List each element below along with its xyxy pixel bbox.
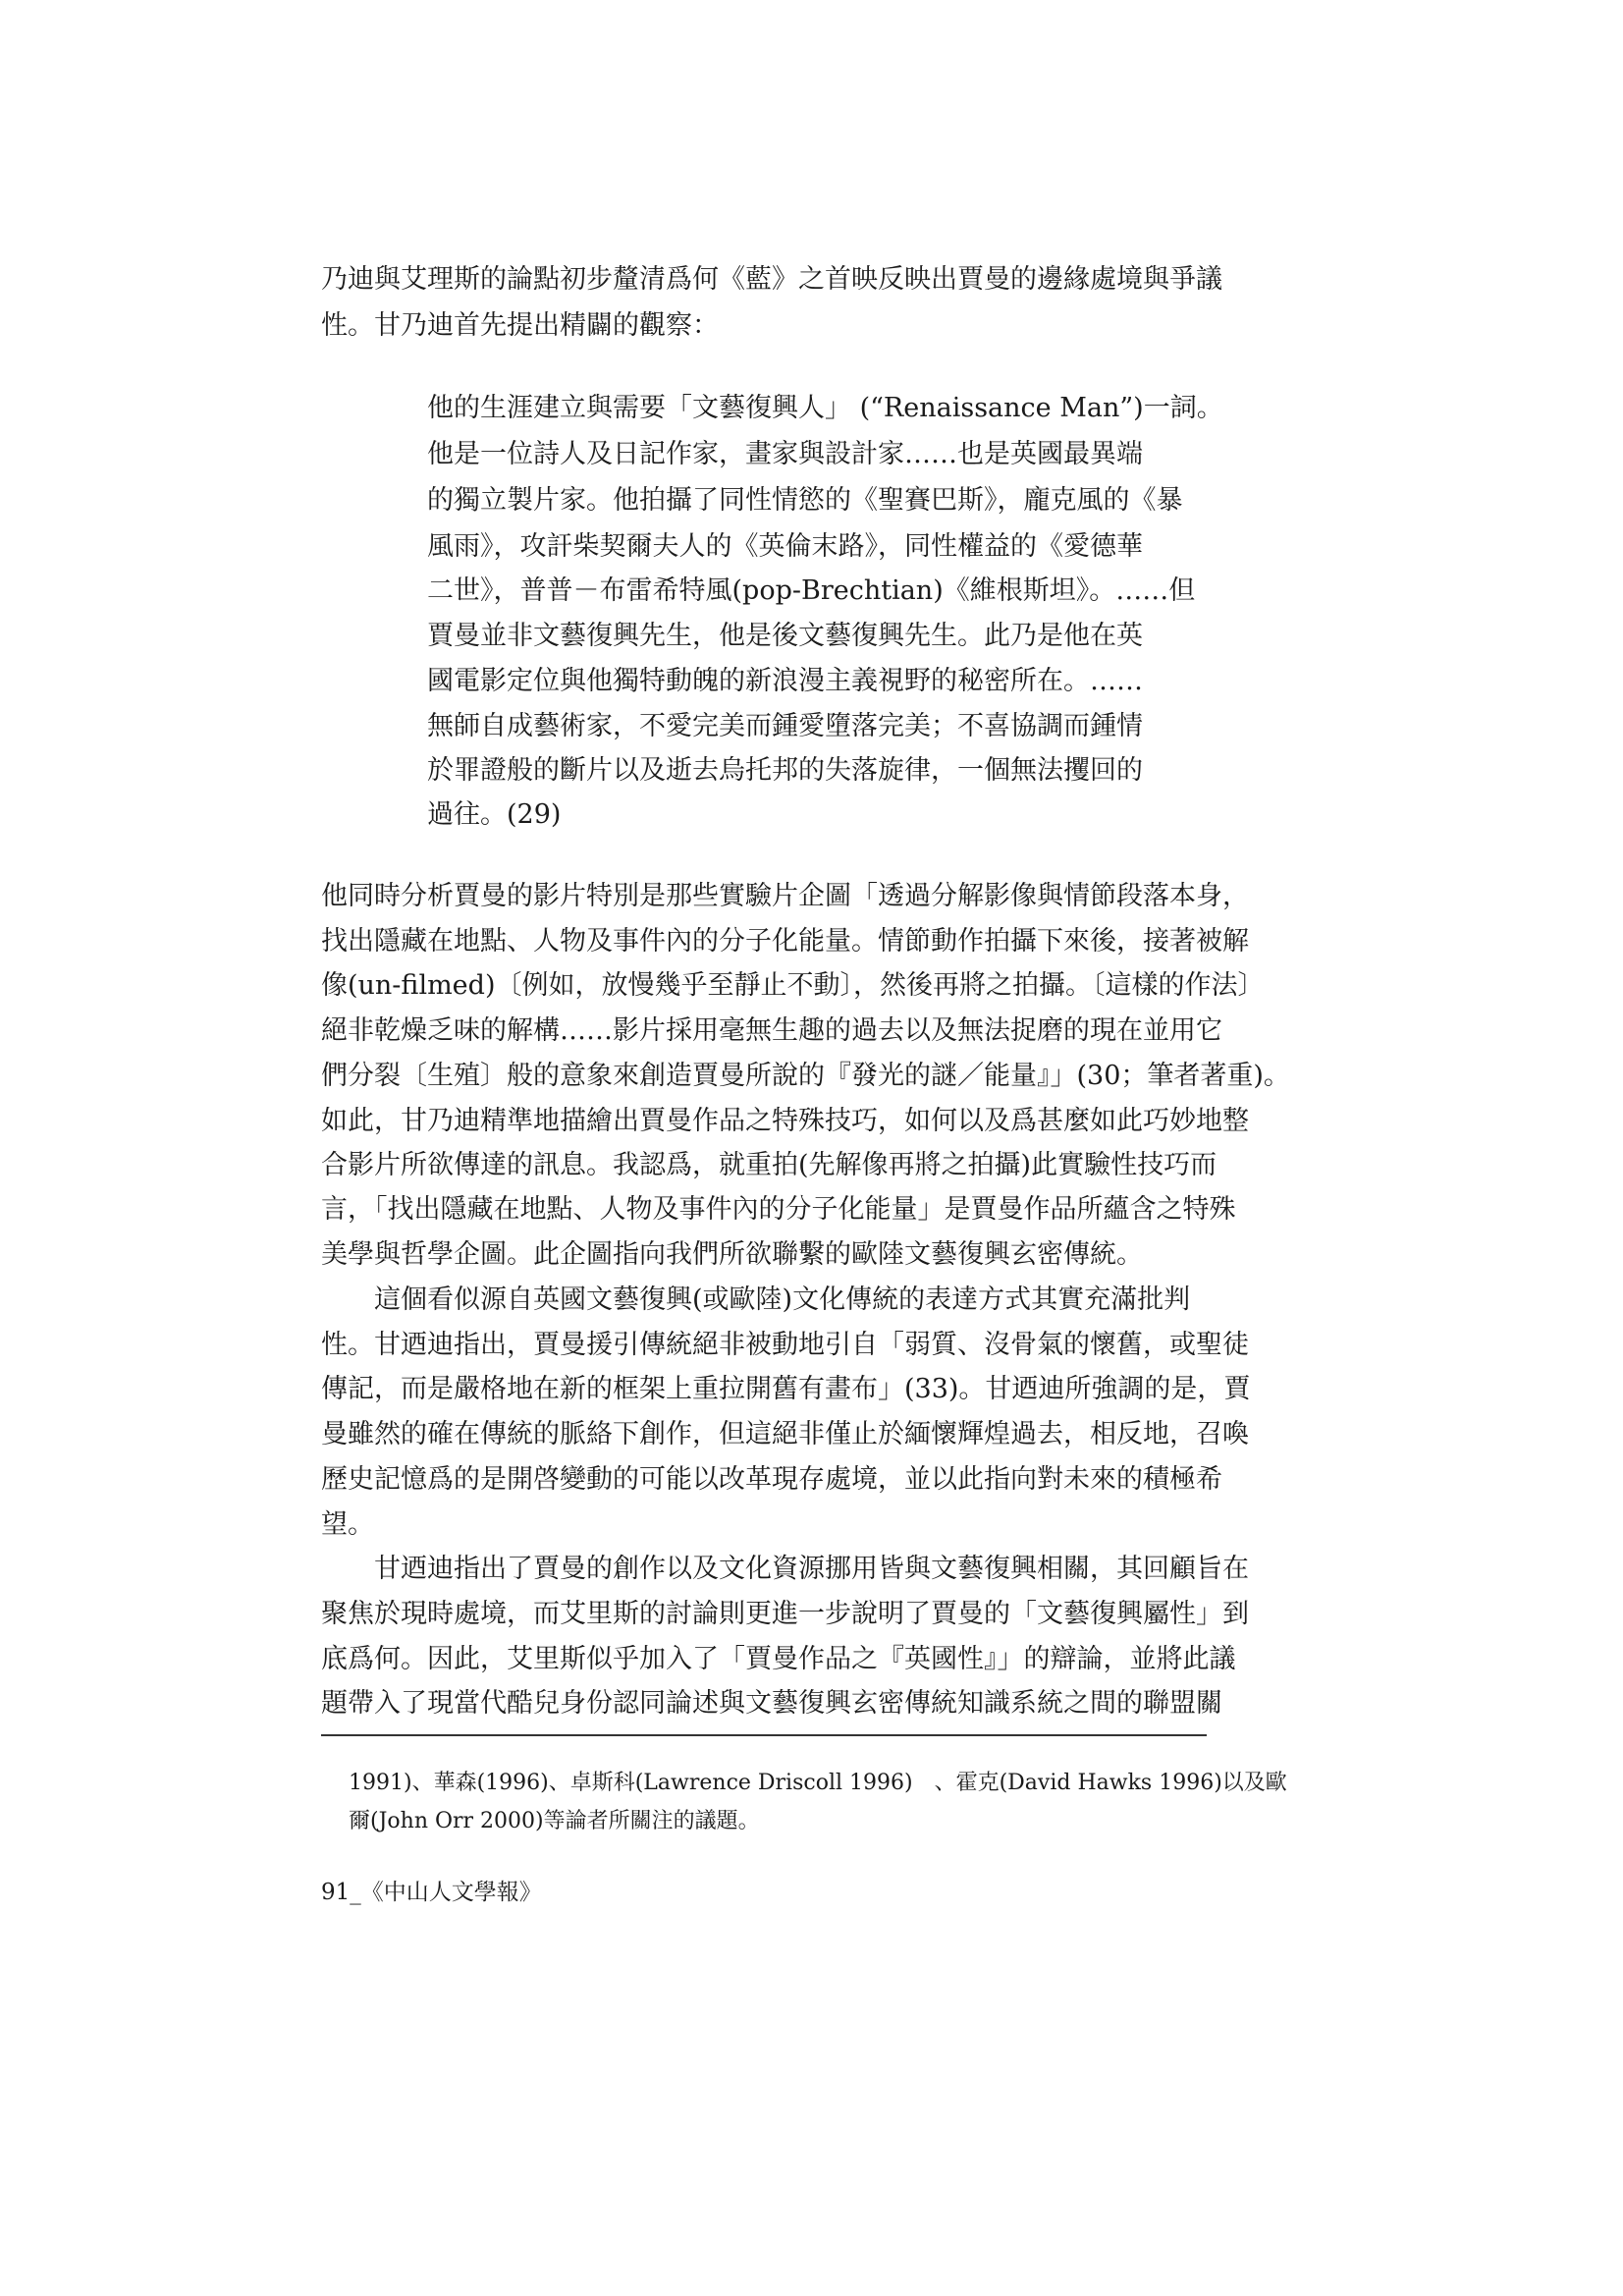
tradition-line-3: 傳記，而是嚴格地在新的框架上重拉開舊有畫布」(33)。甘迺迪所強調的是，賈 [321, 1374, 1251, 1404]
quote-line-5: 二世》，普普－布雷希特風(pop-Brechtian)《維根斯坦》。……但 [427, 575, 1196, 606]
intro-line-1: 乃迪與艾理斯的論點初步釐清爲何《藍》之首映反映出賈曼的邊緣處境與爭議 [321, 264, 1222, 295]
tradition-line-4: 曼雖然的確在傳統的脈絡下創作，但這絕非僅止於緬懷輝煌過去，相反地，召喚 [321, 1419, 1249, 1449]
quote-line-8: 無師自成藝術家，不愛完美而鍾愛墮落完美；不喜協調而鍾情 [427, 711, 1143, 741]
footnote-rule [321, 1734, 1207, 1736]
quote-line-9: 於罪證般的斷片以及逝去烏托邦的失落旋律，一個無法攫回的 [427, 755, 1143, 786]
tradition-line-2: 性。甘迺迪指出，賈曼援引傳統絕非被動地引自「弱質、沒骨氣的懷舊，或聖徒 [321, 1330, 1249, 1360]
analysis-line-6: 如此，甘乃迪精準地描繪出賈曼作品之特殊技巧，如何以及爲甚麼如此巧妙地整 [321, 1106, 1249, 1136]
analysis-line-7: 合影片所欲傳達的訊息。我認爲，就重拍(先解像再將之拍攝)此實驗性技巧而 [321, 1150, 1217, 1180]
analysis-line-1: 他同時分析賈曼的影片特別是那些實驗片企圖「透過分解影像與情節段落本身， [321, 881, 1249, 911]
analysis-line-4: 絕非乾燥乏味的解構……影片採用毫無生趣的過去以及無法捉磨的現在並用它 [321, 1015, 1222, 1046]
analysis-line-2: 找出隱藏在地點、人物及事件內的分子化能量。情節動作拍攝下來後，接著被解 [321, 926, 1249, 957]
footnote-line-2: 爾(John Orr 2000)等論者所關注的議題。 [349, 1809, 760, 1833]
renaissance-line-4: 題帶入了現當代酷兒身份認同論述與文藝復興玄密傳統知識系統之間的聯盟關 [321, 1688, 1222, 1719]
analysis-line-8: 言，「找出隱藏在地點、人物及事件內的分子化能量」是賈曼作品所蘊含之特殊 [321, 1194, 1236, 1225]
quote-line-3: 的獨立製片家。他拍攝了同性情慾的《聖賽巴斯》，龐克風的《暴 [427, 485, 1183, 516]
quote-line-4: 風雨》，攻訐柴契爾夫人的《英倫末路》，同性權益的《愛德華 [427, 531, 1143, 562]
analysis-line-9: 美學與哲學企圖。此企圖指向我們所欲聯繫的歐陸文藝復興玄密傳統。 [321, 1239, 1143, 1270]
analysis-line-5: 們分裂〔生殖〕般的意象來創造賈曼所說的『發光的謎／能量』」(30；筆者著重)。 [321, 1061, 1290, 1091]
renaissance-line-1: 甘迺迪指出了賈曼的創作以及文化資源挪用皆與文藝復興相關，其回顧旨在 [374, 1554, 1249, 1584]
analysis-line-3: 像(un-filmed)〔例如，放慢幾乎至靜止不動〕，然後再將之拍攝。〔這樣的作法〕 [321, 970, 1265, 1001]
quote-line-1: 他的生涯建立與需要「文藝復興人」 (“Renaissance Man”)一詞。 [427, 393, 1223, 423]
page-footer: 91_《中山人文學報》 [321, 1880, 542, 1905]
quote-line-6: 賈曼並非文藝復興先生，他是後文藝復興先生。此乃是他在英 [427, 621, 1143, 651]
quote-line-7: 國電影定位與他獨特動魄的新浪漫主義視野的秘密所在。…… [427, 666, 1143, 696]
intro-line-2: 性。甘乃迪首先提出精闢的觀察： [321, 310, 719, 341]
quote-line-2: 他是一位詩人及日記作家，畫家與設計家……也是英國最異端 [427, 439, 1143, 469]
tradition-line-6: 望。 [321, 1509, 374, 1540]
tradition-line-5: 歷史記憶爲的是開啓變動的可能以改革現存處境，並以此指向對未來的積極希 [321, 1464, 1222, 1495]
renaissance-line-3: 底爲何。因此，艾里斯似乎加入了「賈曼作品之『英國性』」的辯論，並將此議 [321, 1644, 1236, 1674]
tradition-line-1: 這個看似源自英國文藝復興(或歐陸)文化傳統的表達方式其實充滿批判 [374, 1285, 1191, 1315]
quote-line-10: 過往。(29) [427, 799, 562, 830]
renaissance-line-2: 聚焦於現時處境，而艾里斯的討論則更進一步說明了賈曼的「文藝復興屬性」到 [321, 1599, 1249, 1629]
footnote-line-1: 1991)、華森(1996)、卓斯科(Lawrence Driscoll 1996) 、霍克(David Hawks 1996)以及歐 [349, 1771, 1287, 1795]
